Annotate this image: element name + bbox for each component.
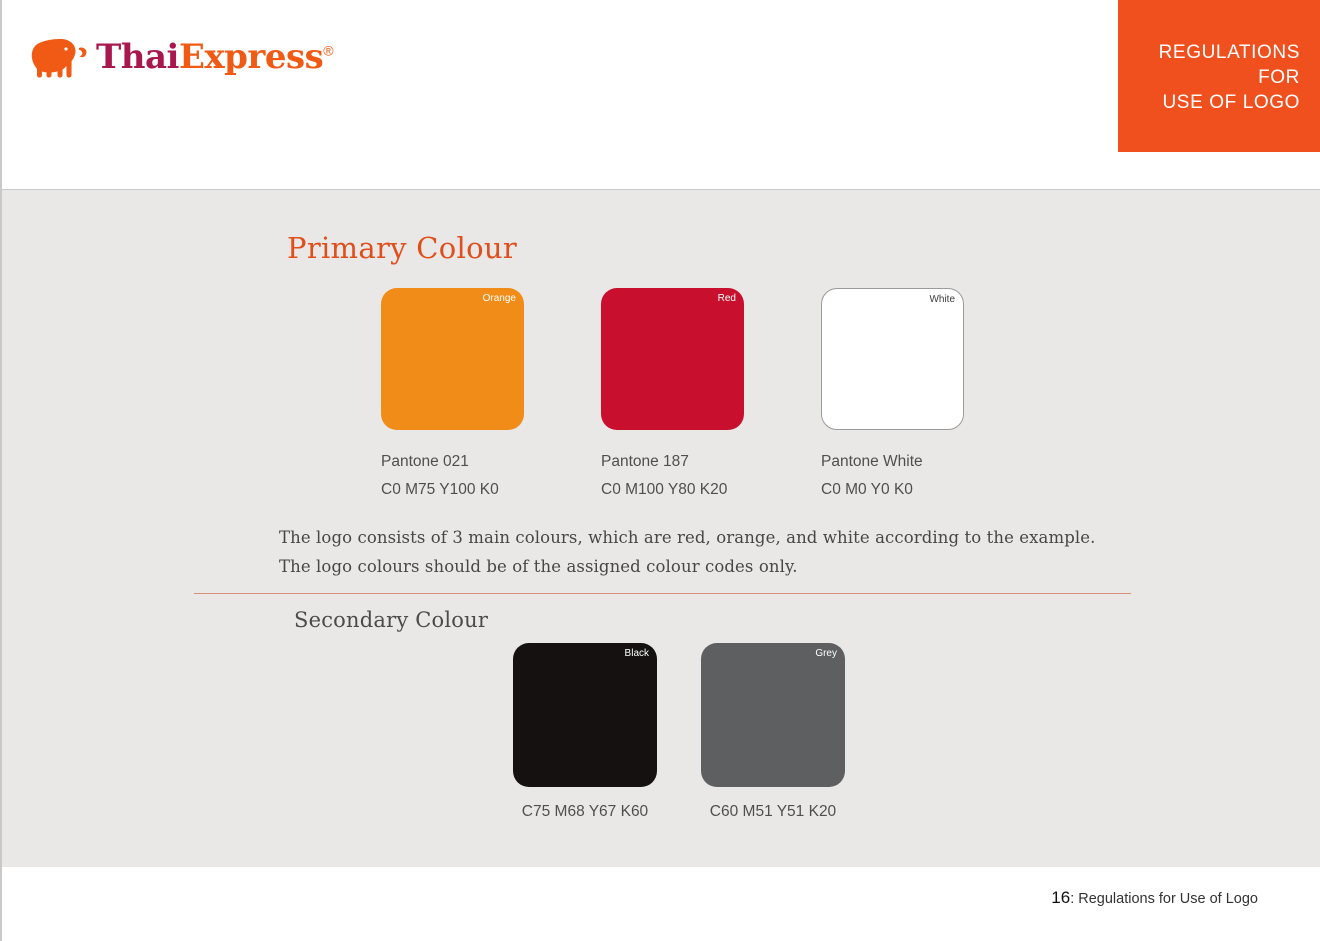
swatch-label-red: Red bbox=[717, 293, 736, 304]
header-badge-line-3: USE OF LOGO bbox=[1162, 92, 1300, 113]
footer-page-number: 16 bbox=[1051, 888, 1071, 907]
swatch-item bbox=[513, 643, 657, 821]
swatch-pantone-red: Pantone 187 bbox=[601, 453, 689, 470]
brand-logo bbox=[30, 36, 333, 78]
swatch-pantone-white: Pantone White bbox=[821, 453, 923, 470]
description-line-2: The logo colours should be of the assigned colour codes only. bbox=[279, 557, 798, 576]
page-footer bbox=[2, 867, 1320, 941]
swatch-cmyk-white: C0 M0 Y0 K0 bbox=[821, 481, 913, 498]
primary-colour-heading: Primary Colour bbox=[287, 231, 518, 265]
swatch-grey bbox=[701, 643, 845, 787]
elephant-icon bbox=[30, 36, 88, 78]
footer-caption bbox=[1051, 888, 1258, 908]
swatch-cmyk-grey: C60 M51 Y51 K20 bbox=[709, 803, 837, 820]
swatch-caption-white bbox=[821, 448, 966, 504]
logo-word-thai: Thai bbox=[96, 37, 179, 77]
section-divider bbox=[194, 593, 1131, 594]
header-badge-line-1: REGULATIONS bbox=[1158, 42, 1300, 63]
footer-section-title: : Regulations for Use of Logo bbox=[1070, 891, 1258, 907]
swatch-item bbox=[821, 288, 966, 504]
secondary-swatch-row bbox=[513, 643, 845, 821]
swatch-white bbox=[821, 288, 964, 430]
swatch-pantone-orange: Pantone 021 bbox=[381, 453, 469, 470]
swatch-cmyk-red: C0 M100 Y80 K20 bbox=[601, 481, 728, 498]
header-badge bbox=[1118, 0, 1320, 152]
swatch-caption-red bbox=[601, 448, 746, 504]
registered-trademark-icon: ® bbox=[323, 42, 334, 59]
swatch-black bbox=[513, 643, 657, 787]
logo-wordmark bbox=[96, 37, 334, 77]
secondary-colour-heading: Secondary Colour bbox=[294, 608, 489, 632]
swatch-item bbox=[381, 288, 526, 504]
swatch-item bbox=[701, 643, 845, 821]
page-body bbox=[2, 190, 1320, 867]
swatch-label-black: Black bbox=[624, 648, 649, 659]
swatch-orange bbox=[381, 288, 524, 430]
description-line-1: The logo consists of 3 main colours, which are red, orange, and white according to the example. bbox=[279, 528, 1096, 547]
page-header bbox=[2, 0, 1320, 190]
primary-colour-description bbox=[279, 523, 1095, 581]
swatch-cmyk-black: C75 M68 Y67 K60 bbox=[521, 803, 649, 820]
primary-swatch-row bbox=[381, 288, 966, 504]
swatch-label-grey: Grey bbox=[815, 648, 837, 659]
swatch-cmyk-orange: C0 M75 Y100 K0 bbox=[381, 481, 499, 498]
swatch-red bbox=[601, 288, 744, 430]
swatch-item bbox=[601, 288, 746, 504]
header-badge-line-2: FOR bbox=[1258, 67, 1300, 88]
swatch-label-white: White bbox=[929, 294, 955, 305]
swatch-label-orange: Orange bbox=[482, 293, 516, 304]
swatch-caption-orange bbox=[381, 448, 526, 504]
logo-word-express: Express bbox=[178, 37, 324, 77]
